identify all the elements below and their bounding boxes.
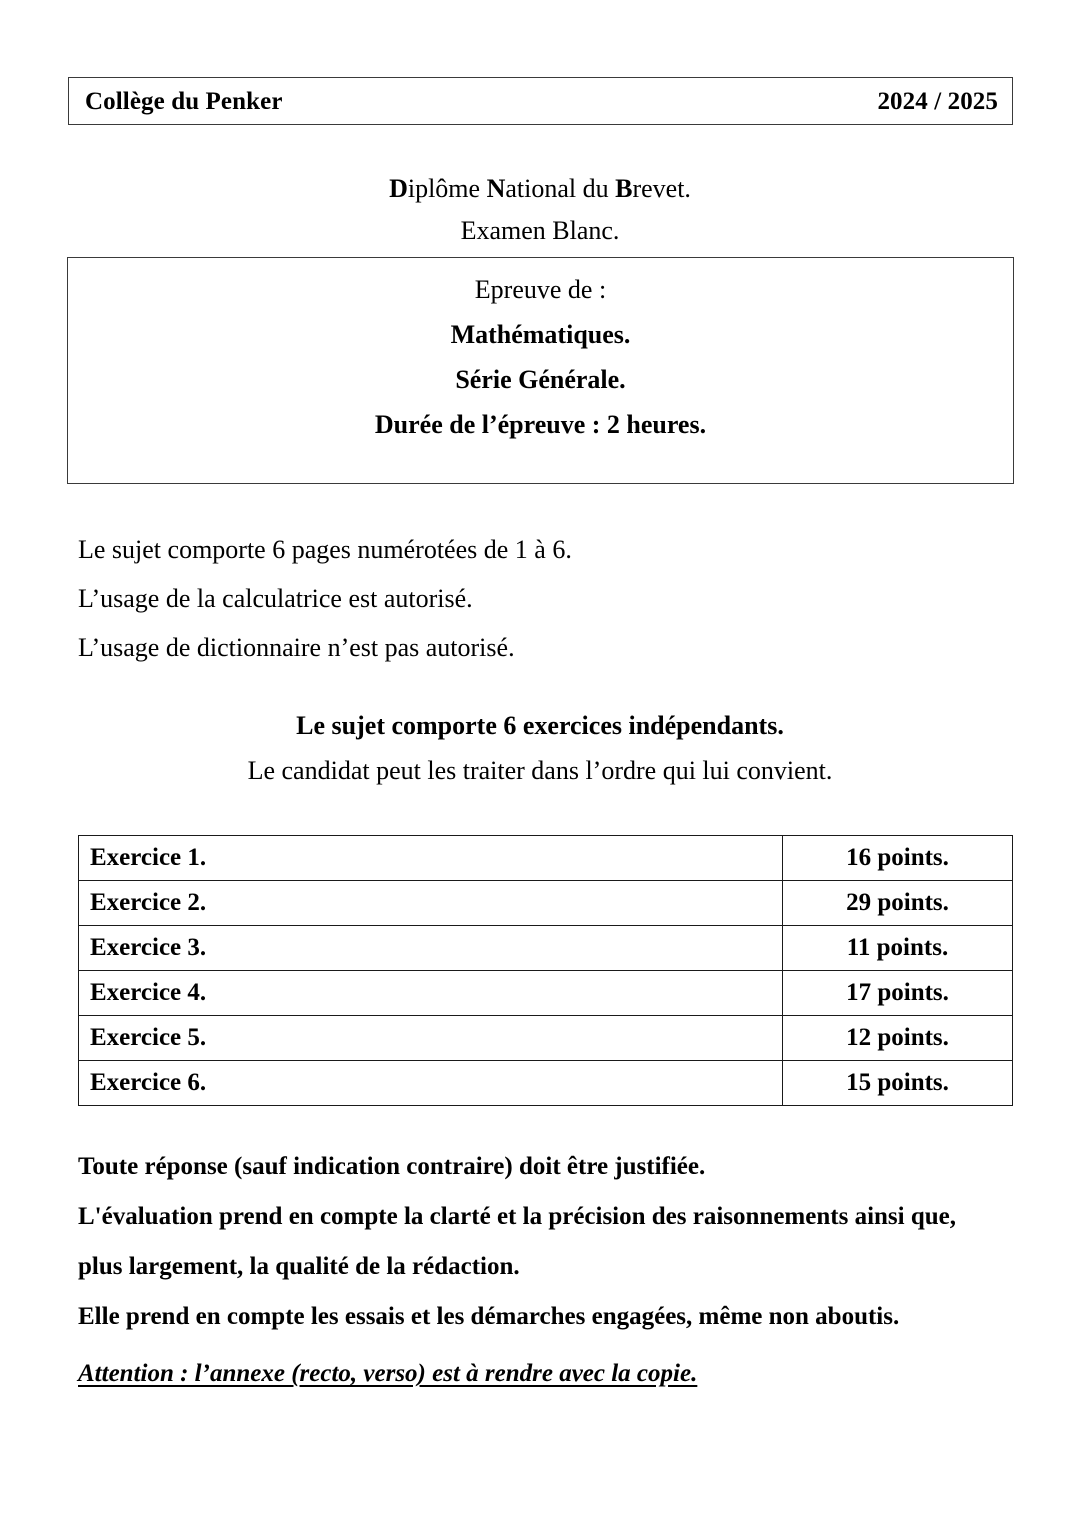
info-pages-count: Le sujet comporte 6 pages numérotées de 1 à 6. — [78, 535, 572, 564]
exam-subject-intro: Epreuve de : — [474, 275, 607, 304]
table-row — [79, 881, 1013, 926]
exercise-points: 29 points. — [783, 881, 1013, 926]
evaluation-line-3: plus largement, la qualité de la rédaction. — [78, 1253, 520, 1280]
exam-subject-name: Mathématiques. — [450, 320, 631, 349]
table-row — [79, 926, 1013, 971]
table-row — [79, 836, 1013, 881]
table-row — [79, 1061, 1013, 1106]
notice-independent-exercises: Le sujet comporte 6 exercices indépendants. — [296, 711, 784, 740]
exercises-notice-block — [0, 703, 1080, 793]
title-text-ational-du: ational du — [505, 174, 616, 203]
notice-any-order: Le candidat peut les traiter dans l’ordre qui lui convient. — [247, 756, 833, 785]
exercise-label: Exercice 1. — [79, 836, 783, 881]
school-name: Collège du Penker — [85, 87, 283, 115]
attention-annexe-notice: Attention : l’annexe (recto, verso) est à rendre avec la copie. — [78, 1360, 698, 1387]
info-dictionary-not-allowed: L’usage de dictionnaire n’est pas autorisé. — [78, 633, 515, 662]
title-initial-b: B — [615, 174, 633, 203]
evaluation-line-4: Elle prend en compte les essais et les démarches engagées, même non aboutis. — [78, 1303, 900, 1330]
exercise-points: 17 points. — [783, 971, 1013, 1016]
exam-title-line-1 — [0, 168, 1080, 210]
points-table — [78, 835, 1013, 1106]
title-text-revet: revet. — [632, 174, 691, 203]
exercise-points: 16 points. — [783, 836, 1013, 881]
evaluation-line-2: L'évaluation prend en compte la clarté et la précision des raisonnements ainsi que, — [78, 1203, 956, 1230]
exam-series: Série Générale. — [455, 365, 626, 394]
exercise-points: 12 points. — [783, 1016, 1013, 1061]
exam-title-line-2: Examen Blanc. — [460, 216, 620, 245]
exam-subject-box — [67, 257, 1014, 484]
exam-title-block — [0, 168, 1080, 252]
points-table-body — [79, 836, 1013, 1106]
table-row — [79, 1016, 1013, 1061]
header-box — [68, 77, 1013, 125]
exam-duration: Durée de l’épreuve : 2 heures. — [374, 410, 707, 439]
exercise-points: 11 points. — [783, 926, 1013, 971]
exercise-label: Exercice 3. — [79, 926, 783, 971]
school-year: 2024 / 2025 — [877, 87, 998, 115]
exercise-label: Exercice 6. — [79, 1061, 783, 1106]
exercise-label: Exercice 2. — [79, 881, 783, 926]
title-initial-d: D — [389, 174, 408, 203]
info-calculator-allowed: L’usage de la calculatrice est autorisé. — [78, 584, 473, 613]
exercise-points: 15 points. — [783, 1061, 1013, 1106]
evaluation-line-1: Toute réponse (sauf indication contraire) doit être justifiée. — [78, 1153, 706, 1180]
title-text-iplome: iplôme — [407, 174, 487, 203]
evaluation-block — [78, 1142, 1008, 1342]
exercise-label: Exercice 5. — [79, 1016, 783, 1061]
title-initial-n: N — [486, 174, 506, 203]
exercise-label: Exercice 4. — [79, 971, 783, 1016]
exam-info-block — [78, 525, 978, 672]
table-row — [79, 971, 1013, 1016]
